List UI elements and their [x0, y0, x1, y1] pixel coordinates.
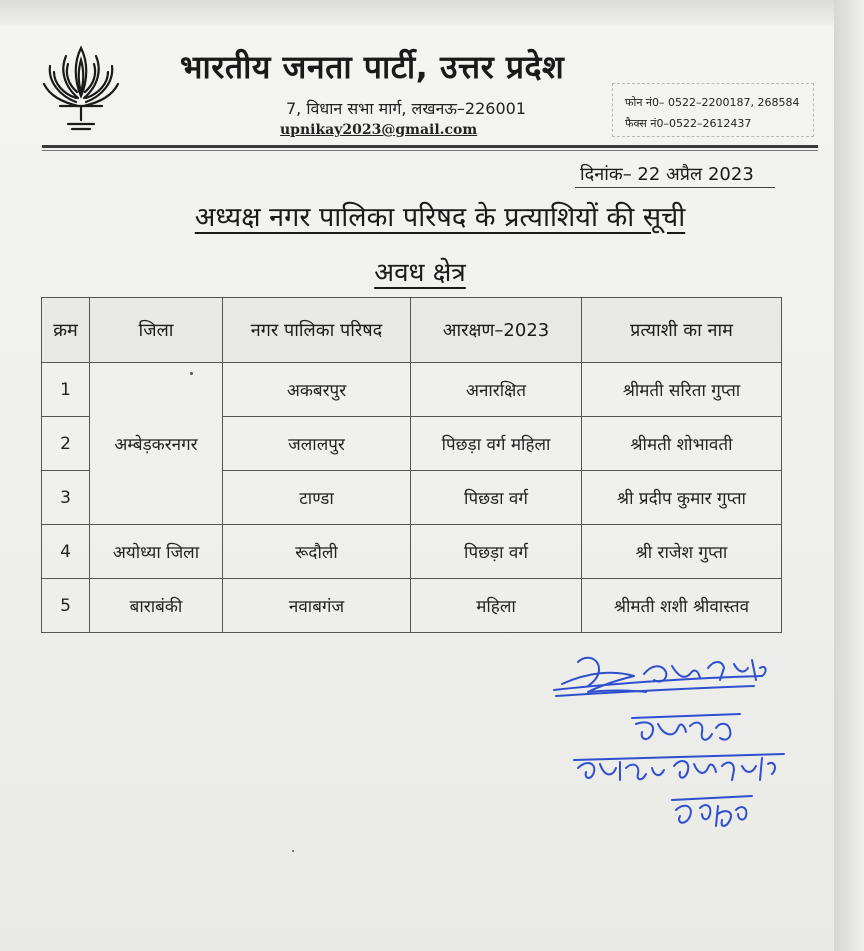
table-row [42, 525, 782, 579]
cell-reservation: पिछड़ा वर्ग महिला [411, 417, 582, 471]
cell-candidate: श्री प्रदीप कुमार गुप्ता [582, 471, 782, 525]
document-date: दिनांक– 22 अप्रैल 2023 [580, 164, 754, 185]
cell-candidate: श्रीमती शोभावती [582, 417, 782, 471]
handwritten-signature [548, 650, 818, 850]
page-edge [834, 0, 864, 951]
header-divider-thin [42, 150, 818, 151]
date-underline [575, 187, 775, 188]
scan-speck [190, 372, 193, 375]
lotus-logo-icon [40, 40, 122, 136]
cell-reservation: पिछड़ा वर्ग [411, 525, 582, 579]
table-row [42, 363, 782, 417]
cell-council: टाण्डा [223, 471, 411, 525]
cell-district: बाराबंकी [90, 579, 223, 633]
office-address: 7, विधान सभा मार्ग, लखनऊ–226001 [286, 99, 526, 118]
cell-sno: 3 [42, 471, 90, 525]
cell-council: रूदौली [223, 525, 411, 579]
document-title: अध्यक्ष नगर पालिका परिषद के प्रत्याशियों की सूची [194, 202, 686, 233]
cell-district: अयोध्या जिला [90, 525, 223, 579]
table-row [42, 579, 782, 633]
email-address[interactable]: upnikay2023@gmail.com [280, 122, 478, 138]
header-sno: क्रम [42, 298, 90, 363]
header-reservation: आरक्षण–2023 [411, 298, 582, 363]
cell-candidate: श्रीमती शशी श्रीवास्तव [582, 579, 782, 633]
scan-shadow-top [0, 0, 834, 26]
cell-district: अम्बेड़करनगर [90, 363, 223, 525]
cell-council: अकबरपुर [223, 363, 411, 417]
fax-number: फैक्स नं0–0522–2612437 [625, 117, 752, 130]
cell-council: नवाबगंज [223, 579, 411, 633]
scan-speck [292, 850, 294, 852]
header-district: जिला [90, 298, 223, 363]
cell-candidate: श्रीमती सरिता गुप्ता [582, 363, 782, 417]
header-candidate: प्रत्याशी का नाम [582, 298, 782, 363]
header-divider [42, 145, 818, 148]
cell-council: जलालपुर [223, 417, 411, 471]
cell-reservation: महिला [411, 579, 582, 633]
candidate-table [41, 297, 782, 633]
party-name: भारतीय जनता पार्टी, उत्तर प्रदेश [180, 48, 565, 86]
contact-box [612, 83, 814, 137]
cell-sno: 2 [42, 417, 90, 471]
phone-number: फोन नं0– 0522–2200187, 268584 [625, 96, 800, 109]
cell-sno: 5 [42, 579, 90, 633]
cell-sno: 1 [42, 363, 90, 417]
cell-candidate: श्री राजेश गुप्ता [582, 525, 782, 579]
cell-reservation: पिछडा वर्ग [411, 471, 582, 525]
region-subtitle: अवध क्षेत्र [374, 258, 466, 288]
cell-reservation: अनारक्षित [411, 363, 582, 417]
cell-sno: 4 [42, 525, 90, 579]
table-header-row [42, 298, 782, 363]
header-council: नगर पालिका परिषद [223, 298, 411, 363]
